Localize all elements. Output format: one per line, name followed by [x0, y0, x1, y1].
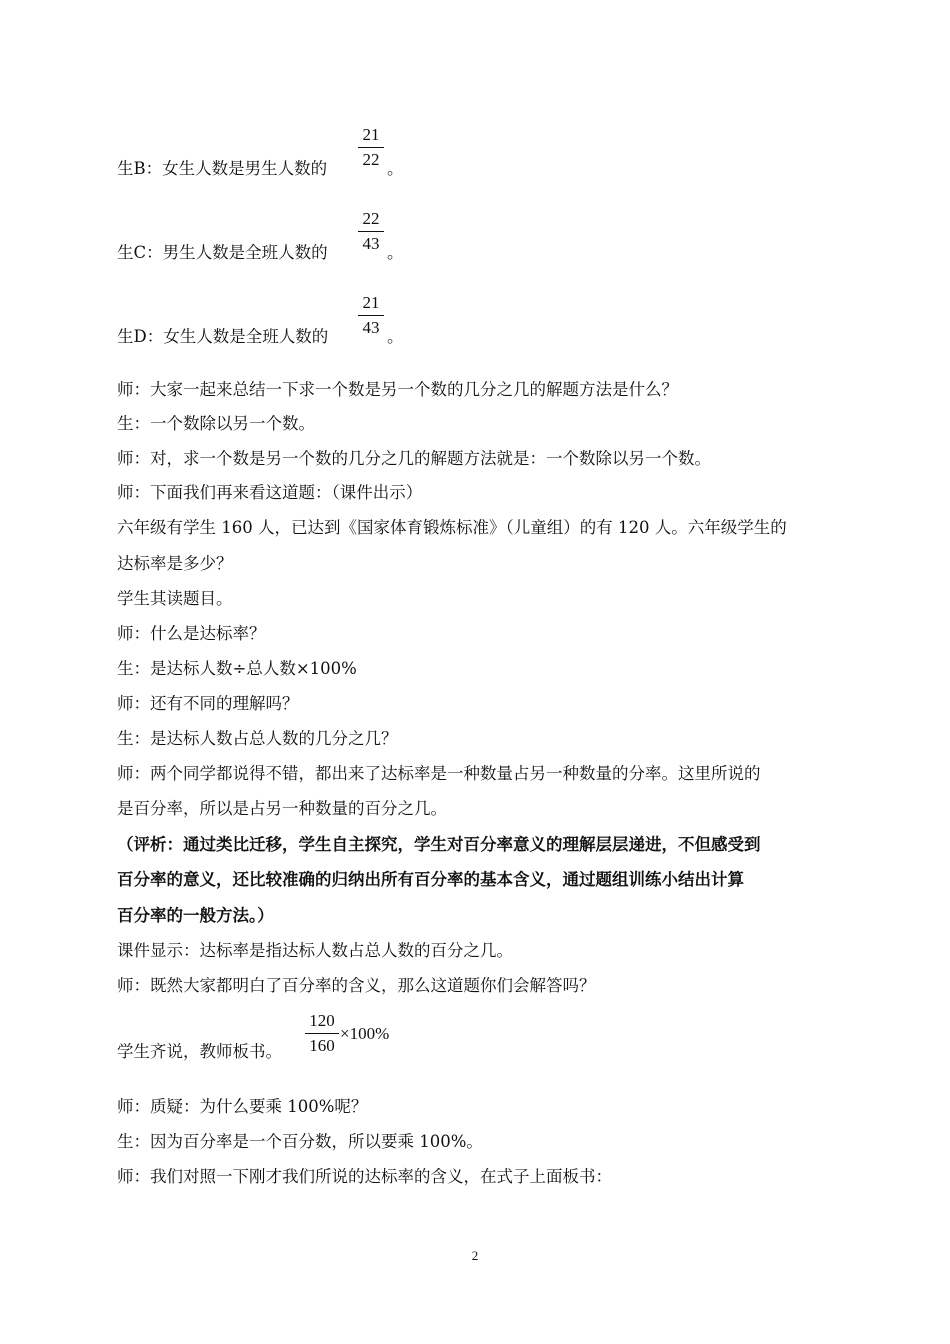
paragraph-line: 师：既然大家都明白了百分率的含义，那么这道题你们会解答吗？	[117, 976, 596, 995]
denominator: 43	[362, 234, 380, 253]
board-fraction	[305, 1011, 339, 1056]
fraction-line-prefix: 生B：女生人数是男生人数的	[117, 159, 328, 178]
fraction	[358, 293, 384, 338]
numerator: 21	[362, 125, 380, 144]
fraction	[358, 125, 384, 170]
board-formula-suffix: ×100%	[340, 1024, 390, 1043]
paragraph-line: 师：大家一起来总结一下求一个数是另一个数的几分之几的解题方法是什么？	[117, 380, 678, 399]
board-line-prefix: 学生齐说，教师板书。	[117, 1042, 282, 1061]
paragraph-line: 师：两个同学都说得不错，都出来了达标率是一种数量占另一种数量的分率。这里所说的	[117, 764, 761, 783]
fraction-line-d	[117, 326, 328, 348]
paragraph-line: 生：因为百分率是一个百分数，所以要乘 100%。	[117, 1132, 483, 1151]
paragraph-line: 达标率是多少？	[117, 554, 233, 573]
comment-line: 百分率的一般方法。）	[117, 906, 274, 925]
paragraph-line: 六年级有学生 160 人，已达到《国家体育锻炼标准》（儿童组）的有 120 人。六年级学生的	[117, 518, 787, 537]
paragraph-line: 生：是达标人数占总人数的几分之几？	[117, 729, 398, 748]
paragraph-line: 生：是达标人数÷总人数×100%	[117, 659, 357, 678]
numerator: 21	[362, 293, 380, 312]
paragraph-line: 生：一个数除以另一个数。	[117, 414, 315, 433]
comment-line: （评析：通过类比迁移，学生自主探究，学生对百分率意义的理解层层递进，不但感受到	[117, 835, 761, 854]
paragraph-line: 是百分率，所以是占另一种数量的百分之几。	[117, 799, 447, 818]
denominator: 22	[362, 150, 380, 169]
fraction-line-suffix: 。	[387, 243, 404, 262]
paragraph-line: 师：还有不同的理解吗？	[117, 694, 299, 713]
fraction-line-suffix: 。	[387, 327, 404, 346]
numerator: 22	[362, 209, 380, 228]
fraction-line-prefix: 生D：女生人数是全班人数的	[117, 327, 329, 346]
paragraph-line: 师：质疑：为什么要乘 100%呢？	[117, 1097, 368, 1116]
comment-line: 百分率的意义，还比较准确的归纳出所有百分率的基本含义，通过题组训练小结出计算	[117, 870, 744, 889]
fraction-line-suffix: 。	[387, 159, 404, 178]
page-number: 2	[471, 1248, 479, 1263]
fraction-line-prefix: 生C：男生人数是全班人数的	[117, 243, 328, 262]
fraction	[358, 209, 384, 254]
denominator: 43	[362, 318, 380, 337]
paragraph-line: 师：什么是达标率？	[117, 624, 266, 643]
paragraph-line: 师：下面我们再来看这道题：（课件出示）	[117, 483, 423, 502]
paragraph-line: 师：我们对照一下刚才我们所说的达标率的含义，在式子上面板书：	[117, 1167, 612, 1186]
fraction-line-c	[117, 242, 328, 264]
numerator: 120	[309, 1011, 335, 1030]
paragraph-line: 师：对，求一个数是另一个数的几分之几的解题方法就是：一个数除以另一个数。	[117, 449, 711, 468]
paragraph-line: 学生其读题目。	[117, 589, 233, 608]
denominator: 160	[309, 1036, 335, 1055]
paragraph-line: 课件显示：达标率是指达标人数占总人数的百分之几。	[117, 941, 513, 960]
fraction-line-b	[117, 158, 327, 180]
